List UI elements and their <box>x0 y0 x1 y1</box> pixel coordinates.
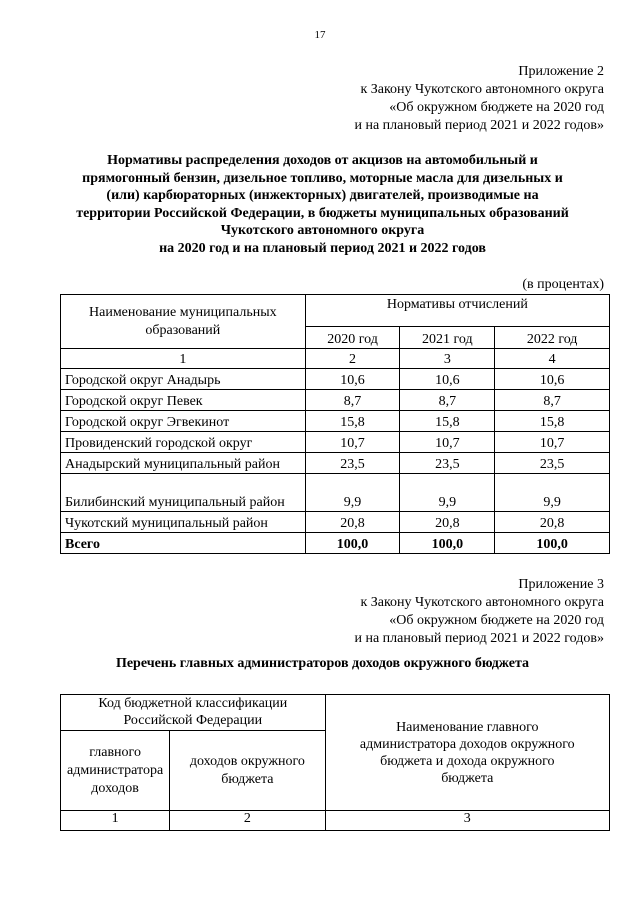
title-line: прямогонный бензин, дизельное топливо, моторные масла для дизельных и <box>82 170 563 186</box>
appendix-3-line: и на плановый период 2021 и 2022 годов» <box>354 631 604 646</box>
norm-value: 8,7 <box>400 390 495 411</box>
total-value: 100,0 <box>305 533 400 554</box>
title-line: территории Российской Федерации, в бюджеты муниципальных образований <box>76 205 569 221</box>
norm-value: 8,7 <box>305 390 400 411</box>
municipality-name: Городской округ Анадырь <box>61 369 306 390</box>
table-row <box>61 432 610 453</box>
appendix-2-line: «Об окружном бюджете на 2020 год <box>389 100 604 115</box>
norm-value: 10,6 <box>305 369 400 390</box>
column-number: 2 <box>170 811 325 831</box>
appendix-2-header <box>354 63 604 135</box>
municipality-name: Чукотский муниципальный район <box>61 512 306 533</box>
column-number: 3 <box>325 811 609 831</box>
table-row <box>61 369 610 390</box>
header-year: 2022 год <box>495 327 610 349</box>
title-line: на 2020 год и на плановый период 2021 и 2022 годов <box>159 240 486 256</box>
appendix-3-label: Приложение 3 <box>518 577 604 592</box>
title-line: Перечень главных администраторов доходов окружного бюджета <box>115 656 530 671</box>
appendix-3-header <box>354 576 604 648</box>
title-line: Чукотского автономного округа <box>220 223 425 238</box>
administrators-table <box>60 694 610 831</box>
table-row <box>61 411 610 432</box>
norm-value: 23,5 <box>400 453 495 474</box>
norm-value: 15,8 <box>305 411 400 432</box>
column-number: 2 <box>305 349 400 369</box>
column-number: 4 <box>495 349 610 369</box>
norm-value: 15,8 <box>400 411 495 432</box>
norm-value: 20,8 <box>400 512 495 533</box>
norm-value: 10,7 <box>495 432 610 453</box>
norm-value: 15,8 <box>495 411 610 432</box>
municipality-name: Билибинский муниципальный район <box>61 474 306 512</box>
norm-value: 23,5 <box>305 453 400 474</box>
header-year: 2020 год <box>305 327 400 349</box>
municipality-name: Провиденский городской округ <box>61 432 306 453</box>
appendix-2-title <box>40 152 605 257</box>
municipality-name: Анадырский муниципальный район <box>61 453 306 474</box>
norm-value: 20,8 <box>305 512 400 533</box>
norm-value: 9,9 <box>305 474 400 512</box>
norm-value: 8,7 <box>495 390 610 411</box>
municipality-name: Городской округ Эгвекинот <box>61 411 306 432</box>
norm-value: 10,7 <box>400 432 495 453</box>
header-administrator-name: Наименование главного администратора доходов окружного бюджета и дохода окружного бюджета <box>325 695 609 811</box>
header-municipality: Наименование муниципальных образований <box>61 295 306 349</box>
norm-value: 9,9 <box>495 474 610 512</box>
page-number: 17 <box>314 29 326 41</box>
header-chief-administrator: главного администратора доходов <box>61 731 170 811</box>
appendix-3-line: к Закону Чукотского автономного округа <box>360 595 604 610</box>
header-classification-code: Код бюджетной классификации Российской Федерации <box>61 695 326 731</box>
column-number: 3 <box>400 349 495 369</box>
appendix-2-line: к Закону Чукотского автономного округа <box>360 82 604 97</box>
total-value: 100,0 <box>400 533 495 554</box>
column-number: 1 <box>61 349 306 369</box>
table-row <box>61 390 610 411</box>
header-budget-revenue: доходов окружного бюджета <box>170 731 325 811</box>
appendix-2-line: и на плановый период 2021 и 2022 годов» <box>354 118 604 133</box>
norms-table <box>60 294 610 554</box>
appendix-2-label: Приложение 2 <box>518 64 604 79</box>
norm-value: 10,6 <box>495 369 610 390</box>
municipality-name: Городской округ Певек <box>61 390 306 411</box>
total-label: Всего <box>61 533 306 554</box>
norm-value: 23,5 <box>495 453 610 474</box>
column-number: 1 <box>61 811 170 831</box>
units-label: (в процентах) <box>522 277 604 292</box>
total-value: 100,0 <box>495 533 610 554</box>
norm-value: 20,8 <box>495 512 610 533</box>
title-line: (или) карбюраторных (инжекторных) двигателей, производимые на <box>106 188 539 203</box>
title-line: Нормативы распределения доходов от акцизов на автомобильный и <box>107 153 538 168</box>
header-year: 2021 год <box>400 327 495 349</box>
table-row <box>61 512 610 533</box>
table-row <box>61 474 610 512</box>
appendix-3-line: «Об окружном бюджете на 2020 год <box>389 613 604 628</box>
table-row <box>61 453 610 474</box>
appendix-3-title <box>40 655 605 673</box>
norm-value: 10,7 <box>305 432 400 453</box>
total-row <box>61 533 610 554</box>
norm-value: 9,9 <box>400 474 495 512</box>
norm-value: 10,6 <box>400 369 495 390</box>
header-norms: Нормативы отчислений <box>305 295 609 327</box>
